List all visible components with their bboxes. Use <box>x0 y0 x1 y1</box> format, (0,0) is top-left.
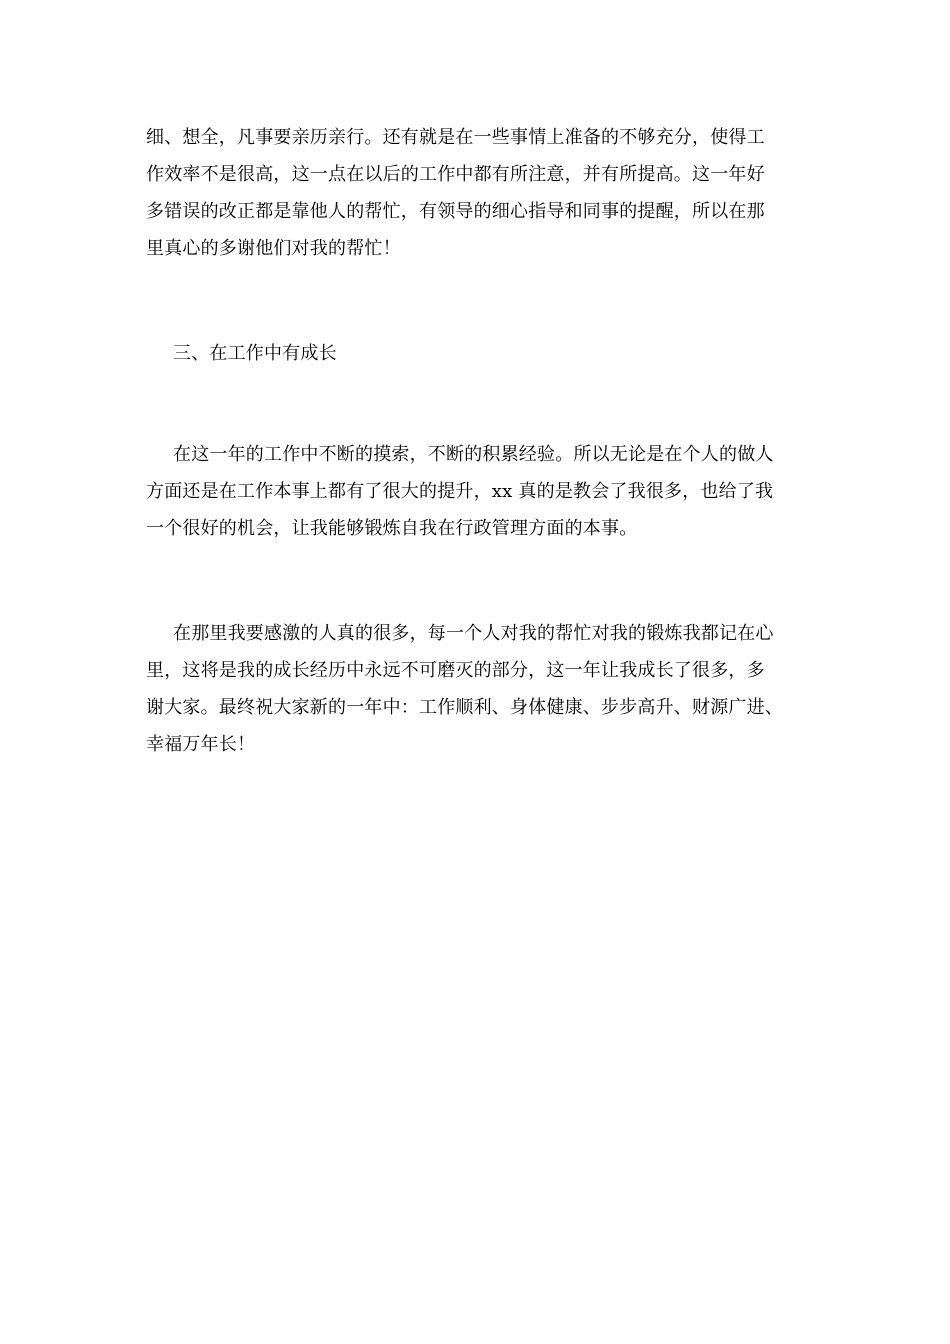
section-heading <box>146 335 808 372</box>
text-line: 谢大家。最终祝大家新的一年中：工作顺利、身体健康、步步高升、财源广进、 <box>146 697 783 718</box>
text-line: 在那里我要感激的人真的很多，每一个人对我的帮忙对我的锻炼我都记在心 <box>173 623 774 644</box>
heading-text: 三、在工作中有成长 <box>173 343 337 364</box>
text-line: 里真心的多谢他们对我的帮忙！ <box>146 238 401 259</box>
paragraph-continuation <box>146 119 808 267</box>
text-line: 一个很好的机会，让我能够锻炼自我在行政管理方面的本事。 <box>146 518 638 539</box>
text-line: 里，这将是我的成长经历中永远不可磨灭的部分，这一年让我成长了很多，多 <box>146 660 765 681</box>
text-line: 在这一年的工作中不断的摸索，不断的积累经验。所以无论是在个人的做人 <box>173 444 774 465</box>
text-line: 多错误的改正都是靠他人的帮忙，有领导的细心指导和同事的提醒，所以在那 <box>146 201 765 222</box>
paragraph-growth <box>146 436 808 547</box>
text-line: 方面还是在工作本事上都有了很大的提升，xx 真的是教会了我很多，也给了我 <box>146 481 774 502</box>
text-line: 作效率不是很高，这一点在以后的工作中都有所注意，并有所提高。这一年好 <box>146 164 765 185</box>
text-line: 细、想全，凡事要亲历亲行。还有就是在一些事情上准备的不够充分，使得工 <box>146 127 765 148</box>
paragraph-thanks <box>146 615 808 763</box>
text-line: 幸福万年长！ <box>146 734 256 755</box>
